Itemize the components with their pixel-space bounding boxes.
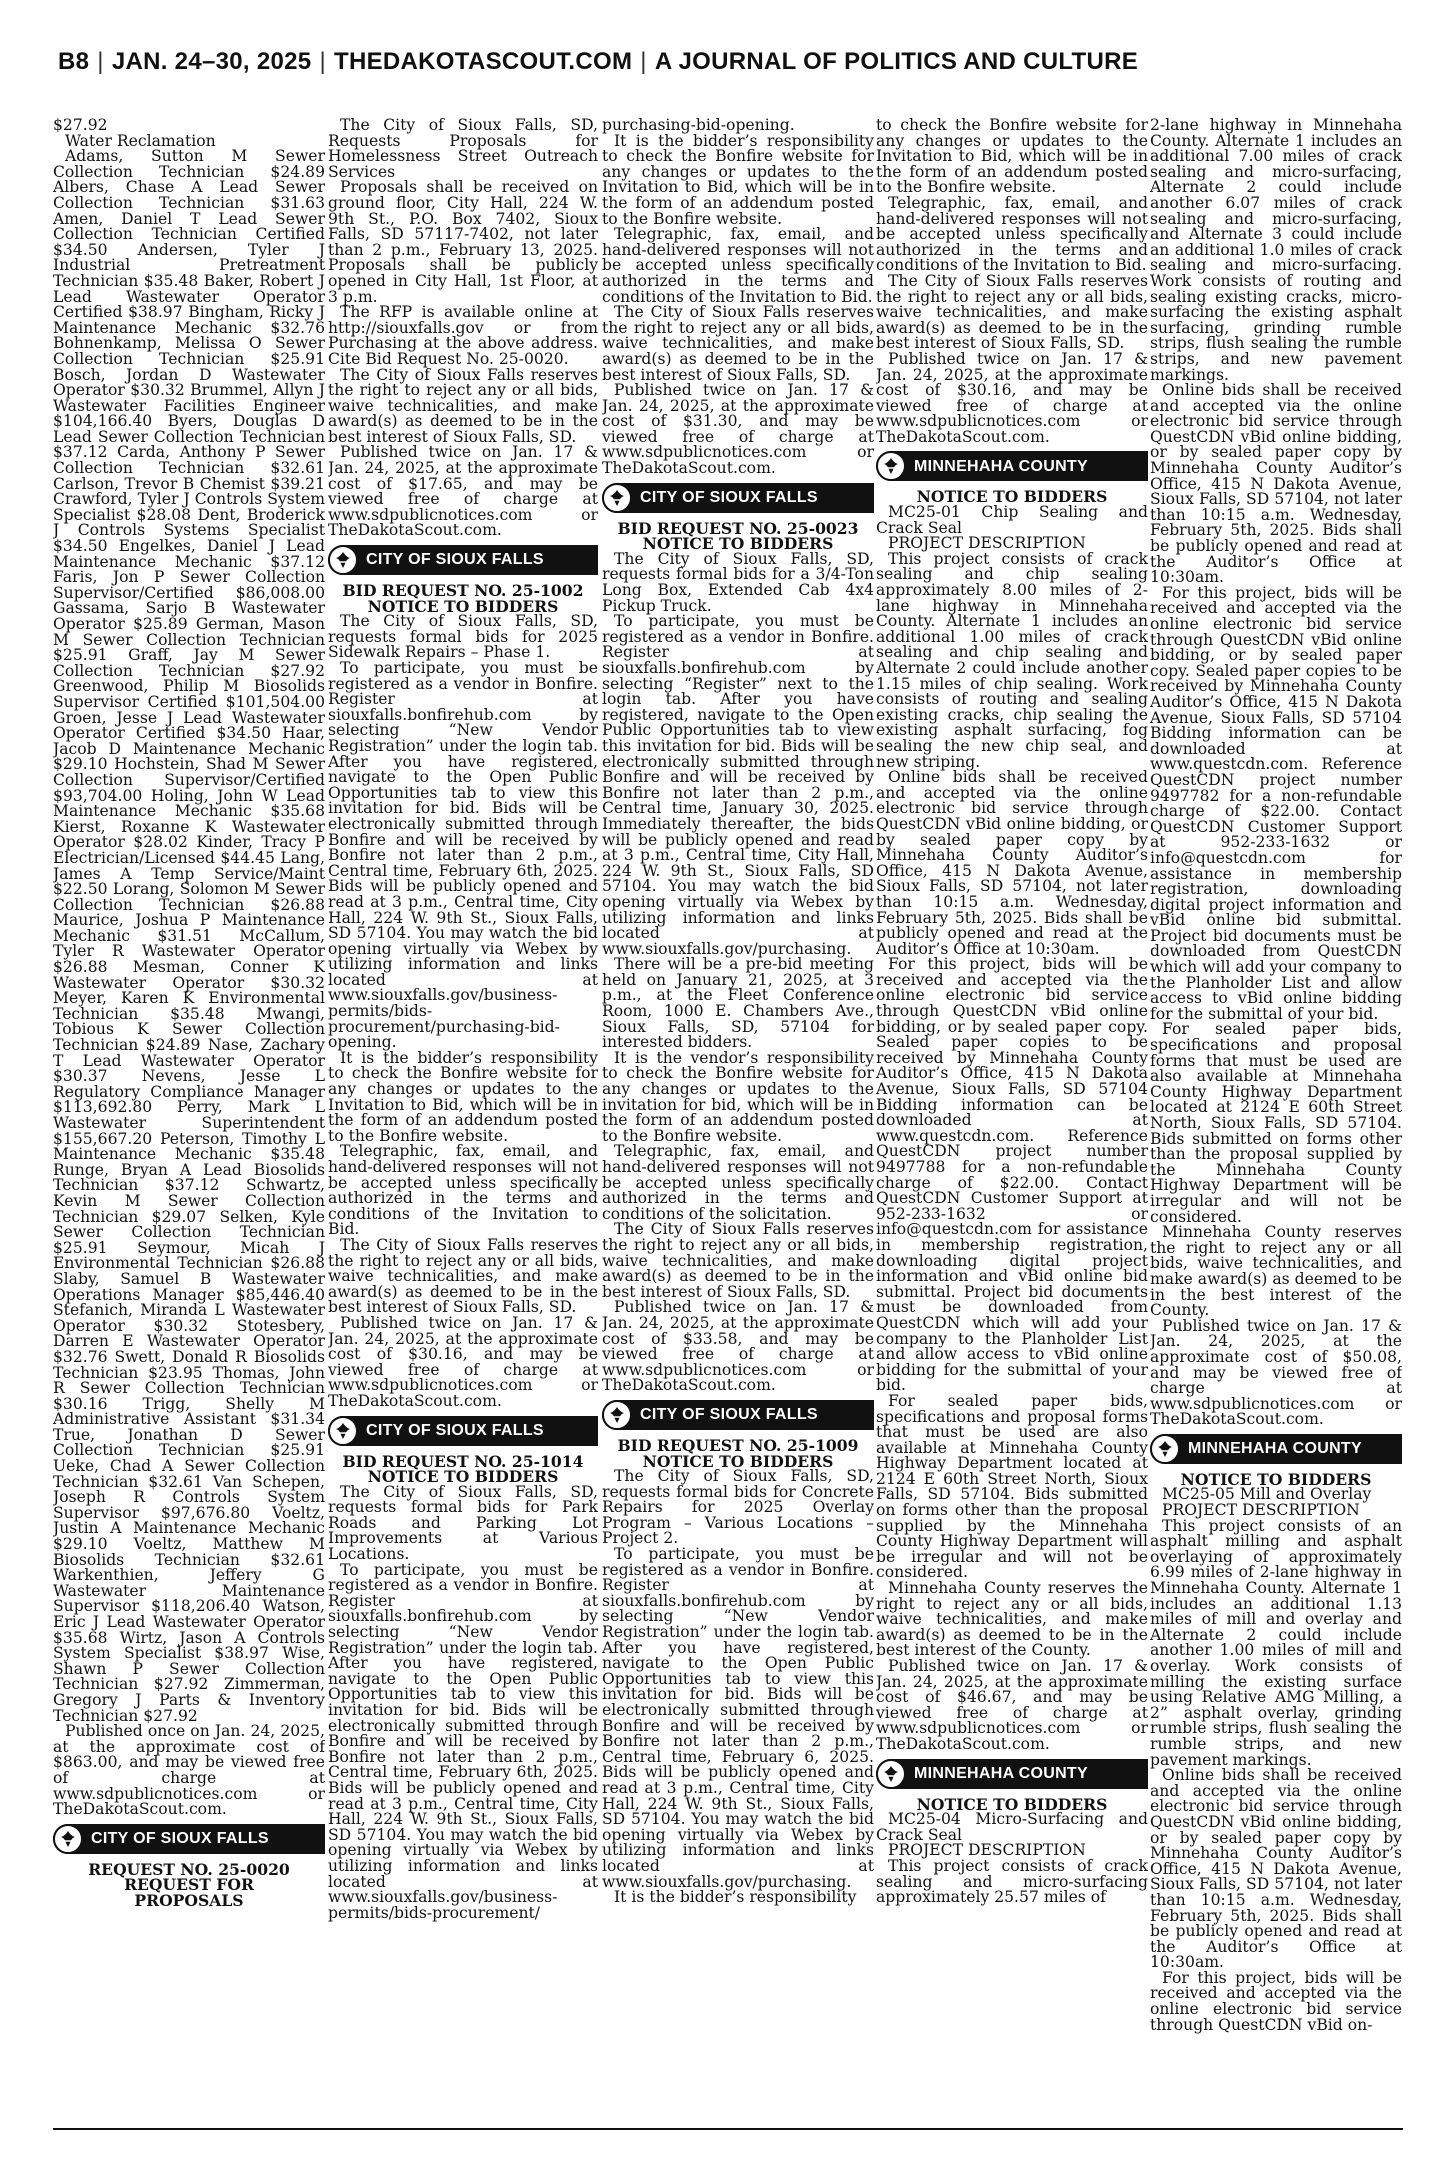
notice-paragraph: The City of Sioux Falls, SD, requests formal bids for Park Roads and Parking Lot Improvements at Various Locations. [328, 1482, 598, 1564]
notice-paragraph: Published twice on Jan. 17 & Jan. 24, 2025, at the approximate cost of $31.30, and may be viewed free of charge at www.sdpublicnotices.com or TheDakotaScout.com. [602, 381, 874, 478]
section-header-label: MINNEHAHA COUNTY [914, 457, 1088, 475]
column-3 [602, 118, 874, 2128]
notice-paragraph: This project consists of an asphalt milling and asphalt overlaying of approximately 6.99 miles of 2-lane highway in Minnehaha County. Alternate 1 includes an additional 1.13 miles of mill and overlay and Alternate 2 could include another 1.00 miles of mill and overlay. Work consists of milling the existing surface using Relative AMG Milling, a 2” asphalt overlay, grinding rumble strips, flush sealing the rumble strips, and new pavement markings. [1150, 1516, 1402, 1769]
notice-heading: NOTICE TO BIDDERS [916, 1794, 1108, 1814]
section-header [602, 483, 874, 513]
section-header-label: MINNEHAHA COUNTY [1188, 1440, 1362, 1458]
notice-paragraph: Published once on Jan. 24, 2025, at the approximate cost of $863.00, and may be viewed free of charge at www.sdpublicnotices.com or TheDakotaScout.com. [53, 1722, 325, 1819]
section-header-label: CITY OF SIOUX FALLS [366, 551, 544, 569]
notice-paragraph: to check the Bonfire website for any changes or updates to the Invitation to Bid, which will be in the form of an addendum posted to the Bonfire website. [876, 118, 1148, 197]
notice-paragraph: The City of Sioux Falls reserves the right to reject any or all bids, waive technicalities, and make award(s) as deemed to be in the best interest of Sioux Falls, SD. [602, 1220, 874, 1301]
masthead [58, 48, 1398, 78]
separator: | [319, 48, 326, 75]
section-header [53, 1824, 325, 1854]
column-1 [53, 118, 325, 2128]
notice-paragraph: The City of Sioux Falls, SD, requests formal bids for a 3/4-Ton Long Box, Extended Cab 4x4 Pickup Truck. [602, 549, 874, 615]
scout-fleur-icon [328, 545, 358, 575]
section-header-label: CITY OF SIOUX FALLS [366, 1421, 544, 1439]
notice-paragraph: This project consists of crack sealing and chip sealing approximately 8.00 miles of 2-lane highway in Minnehaha County. Alternate 1 includes an additional 1.00 miles of crack sealing and chip sealing and Alternate 2 could include another 1.15 miles of chip sealing. Work consists of routing and sealing existing cracks, chip sealing the existing asphalt surfacing, fog sealing the new chip seal, and new striping. [876, 549, 1148, 771]
tagline: A JOURNAL OF POLITICS AND CULTURE [654, 48, 1139, 75]
notice-paragraph: For this project, bids will be received and accepted via the online electronic bid service through QuestCDN vBid on- [1150, 1968, 1402, 2034]
scout-fleur-icon [53, 1824, 83, 1854]
notice-paragraph: The City of Sioux Falls, SD, requests formal bids for 2025 Sidewalk Repairs – Phase 1. [328, 612, 598, 662]
page-number: B8 [58, 48, 90, 75]
notice-paragraph: It is the bidder’s responsibility to check the Bonfire website for any changes or updates to the Invitation to Bid, which will be in the form of an addendum posted to the Bonfire website. [328, 1048, 598, 1145]
notice-paragraph: For sealed paper bids, specifications and proposal forms that must be used are also available at Minnehaha County Highway Department located at 2124 E 60th Street North, Sioux Falls, SD 57104. Bids submitted on forms other than the proposal supplied by the Minnehaha County Highway Department will be irregular and will not be considered. [876, 1391, 1148, 1582]
notice-paragraph: The City of Sioux Falls reserves the right to reject any or all bids, waive technicalities, and make award(s) as deemed to be in the best interest of Sioux Falls, SD. [328, 1235, 598, 1317]
notice-heading: BID REQUEST NO. 25-1002 [342, 581, 584, 601]
notice-paragraph: PROJECT DESCRIPTION [888, 534, 1086, 553]
notice-paragraph: This project consists of crack sealing and micro-surfacing approximately 25.57 miles of [876, 1856, 1148, 1907]
notice-paragraph: Water Reclamation [65, 131, 216, 150]
notice-heading: BID REQUEST NO. 25-1014 [342, 1451, 584, 1471]
column-2 [328, 118, 598, 2128]
notice-heading: BID REQUEST NO. 25-0023 [617, 518, 859, 538]
notice-paragraph: The City of Sioux Falls reserves the right to reject any or all bids, waive technicalities, and make award(s) as deemed to be in the best interest of Sioux Falls, SD. [876, 271, 1148, 353]
notice-paragraph: The RFP is available online at http://siouxfalls.gov or from Purchasing at the above address. Cite Bid Request No. 25-0020. [328, 303, 598, 368]
notice-paragraph: MC25-04 Micro-Surfacing and Crack Seal [876, 1810, 1148, 1844]
notice-paragraph: PROJECT DESCRIPTION [1162, 1501, 1360, 1520]
notice-paragraph: Published twice on Jan. 17 & Jan. 24, 2025, at the approximate cost of $33.58, and may be viewed free of charge at www.sdpublicnotices.com or TheDakotaScout.com. [602, 1298, 874, 1395]
section-header [328, 545, 598, 575]
section-header [328, 1416, 598, 1446]
notice-paragraph: MC25-01 Chip Sealing and Crack Seal [876, 503, 1148, 537]
notice-paragraph: The City of Sioux Falls reserves the right to reject any or all bids, waive technicalities, and make award(s) as deemed to be in the best interest of Sioux Falls, SD. [602, 303, 874, 384]
notice-paragraph: PROJECT DESCRIPTION [888, 1841, 1086, 1860]
notice-paragraph: Minnehaha County reserves the right to reject any or all bids, waive technicalities, and make award(s) as deemed to be in the best interest of the County. [1150, 1223, 1402, 1320]
section-header-label: CITY OF SIOUX FALLS [640, 488, 818, 506]
site-name: THEDAKOTASCOUT.COM [334, 48, 633, 75]
notice-paragraph: Online bids shall be received and accepted via the online electronic bid service through QuestCDN vBid online bidding, or by sealed paper copy by Minnehaha County Auditor’s Office, 415 N Dakota Avenue, Sioux Falls, SD 57104, not later than 10:15 a.m. Wednesday, February 5th, 2025. Bids shall be publicly opened and read at the Auditor’s Office at 10:30am. [1150, 381, 1402, 587]
notice-paragraph: Published twice on Jan. 17 & Jan. 24, 2025, at the approximate cost of $17.65, and may be viewed free of charge at www.sdpublicnotices.com or TheDakotaScout.com. [328, 443, 598, 540]
scout-fleur-icon [328, 1416, 358, 1446]
notice-heading: NOTICE TO BIDDERS [1180, 1469, 1372, 1489]
column-5 [1150, 118, 1402, 2128]
notice-paragraph: For sealed paper bids, specifications and proposal forms that must be used are also available at Minnehaha County Highway Department located at 2124 E 60th Street North, Sioux Falls, SD 57104. Bids submitted on forms other than the proposal supplied by the Minnehaha County Highway Department will be irregular and will not be considered. [1150, 1020, 1402, 1226]
scout-fleur-icon [602, 483, 632, 513]
separator: | [640, 48, 647, 75]
section-header [1150, 1434, 1402, 1464]
notice-paragraph: MC25-05 Mill and Overlay [1162, 1485, 1372, 1504]
notice-paragraph: For this project, bids will be received and accepted via the online electronic bid service through QuestCDN vBid online bidding, or by sealed paper copy. Sealed paper copies to be received by Minnehaha County Auditor’s Office, 415 N Dakota Avenue, Sioux Falls, SD 57104 Bidding information can be downloaded at www.questcdn.com. Reference QuestCDN project number 9497788 for a non-refundable charge of $22.00. Contact QuestCDN Customer Support at 952-233-1632 or info@questcdn.com for assistance in membership registration, downloading digital project information and vBid online bid submittal. Project bid documents must be downloaded from QuestCDN which will add your company to the Planholder List and allow access to vBid online bidding for the submittal of your bid. [876, 955, 1148, 1395]
notice-heading: REQUEST FOR [124, 1875, 254, 1895]
notice-paragraph: It is the bidder’s responsibility to check the Bonfire website for any changes or updates to the Invitation to Bid, which will be in the form of an addendum posted to the Bonfire website. [602, 131, 874, 228]
notice-paragraph: To participate, you must be registered as a vendor in Bonfire. Register at siouxfalls.bonfirehub.com by selecting “New Vendor Registration” under the login tab. After you have registered, navigate to the Open Public Opportunities tab to view this invitation for bid. Bids will be electronically submitted through Bonfire and will be received by Bonfire not later than 2 p.m., Central time, February 6th, 2025. Bids will be publicly opened and read at 3 p.m., Central time, City Hall, 224 W. 9th St., Sioux Falls, SD 57104. You may watch the bid opening virtually via Webex by utilizing information and links located at www.siouxfalls.gov/business-permits/bids-procurement/ [328, 1560, 598, 1922]
notice-paragraph: Online bids shall be received and accepted via the online electronic bid service through QuestCDN vBid online bidding, or by sealed paper copy by Minnehaha County Auditor’s Office, 415 N Dakota Avenue, Sioux Falls, SD 57104, not later than 10:15 a.m. Wednesday, February 5th, 2025. Bids shall be publicly opened and read at the Auditor’s Office at 10:30am. [1150, 1766, 1402, 1972]
scout-fleur-icon [1150, 1434, 1180, 1464]
notice-heading: REQUEST NO. 25-0020 [88, 1859, 290, 1879]
section-header-label: CITY OF SIOUX FALLS [91, 1829, 269, 1847]
section-header [602, 1400, 874, 1430]
section-header [876, 1759, 1148, 1789]
notice-paragraph: Published twice on Jan. 17 & Jan. 24, 2025, at the approximate cost of $50.08, and may be viewed free of charge at www.sdpublicnotices.com or TheDakotaScout.com. [1150, 1316, 1402, 1429]
notice-heading: NOTICE TO BIDDERS [642, 534, 834, 554]
notice-heading: PROPOSALS [134, 1890, 244, 1910]
notice-paragraph: purchasing-bid-opening. [602, 118, 795, 134]
scout-fleur-icon [876, 1759, 906, 1789]
notice-paragraph: 2-lane highway in Minnehaha County. Alternate 1 includes an additional 7.00 miles of crack sealing and micro-surfacing, Alternate 2 could include another 6.07 miles of crack sealing and micro-surfacing, and Alternate 3 could include an additional 1.0 miles of crack sealing and micro-surfacing. Work consists of routing and sealing existing cracks, micro-surfacing the existing asphalt surfacing, grinding rumble strips, flush sealing the rumble strips, and new pavement markings. [1150, 118, 1402, 384]
notice-paragraph: $27.92 [53, 118, 108, 134]
notice-paragraph: To participate, you must be registered as a vendor in Bonfire. Register at siouxfalls.bonfirehub.com by selecting “New Vendor Registration” under the login tab. After you have registered, navigate to the Open Public Opportunities tab to view this invitation for bid. Bids will be electronically submitted through Bonfire and will be received by Bonfire not later than 2 p.m., Central time, February 6th, 2025. Bids will be publicly opened and read at 3 p.m., Central time, City Hall, 224 W. 9th St., Sioux Falls, SD 57104. You may watch the bid opening virtually via Webex by utilizing information and links located at www.siouxfalls.gov/business-permits/bids-procurement/purchasing-bid-opening. [328, 659, 598, 1052]
notice-paragraph: For this project, bids will be received and accepted via the online electronic bid service through QuestCDN vBid online bidding, or by sealed paper copy. Sealed paper copies to be received by Minnehaha County Auditor’s Office, 415 N Dakota Avenue, Sioux Falls, SD 57104 Bidding information can be downloaded at www.questcdn.com. Reference QuestCDN project number 9497782 for a non-refundable charge of $22.00. Contact QuestCDN Customer Support at 952-233-1632 or info@questcdn.com for assistance in membership registration, downloading digital project information and vBid online bid submittal. Project bid documents must be downloaded from QuestCDN which will add your company to the Planholder List and allow access to vBid online bidding for the submittal of your bid. [1150, 583, 1402, 1023]
notice-paragraph: Telegraphic, fax, email, and hand-delivered responses will not be accepted unless specifically authorized in the terms and conditions of the Invitation to Bid. [328, 1142, 598, 1239]
notice-paragraph: The City of Sioux Falls reserves the right to reject any or all bids, waive technicalities, and make award(s) as deemed to be in the best interest of Sioux Falls, SD. [328, 365, 598, 446]
notice-paragraph: It is the bidder’s responsibility [614, 1888, 857, 1907]
notice-paragraph: Adams, Sutton M Sewer Collection Technician $24.89 Albers, Chase A Lead Sewer Collection Technician $31.63 Amen, Daniel T Lead Sewer Collection Technician Certified $34.50 Andersen, Tyler J Industrial Pretreatment Technician $35.48 Baker, Robert J Lead Wastewater Operator Certified $38.97 Bingham, Ricky J Maintenance Mechanic $32.76 Bohnenkamp, Melissa O Sewer Collection Technician $25.91 Bosch, Jordan D Wastewater Operator $30.32 Brummel, Allyn J Wastewater Facilities Engineer $104,166.40 Byers, Douglas D Lead Sewer Collection Technician $37.12 Carda, Anthony P Sewer Collection Technician $32.61 Carlson, Trevor B Chemist $39.21 Crawford, Tyler J Controls System Specialist $28.08 Dent, Broderick J Controls Systems Specialist $34.50 Engelkes, Daniel J Lead Maintenance Mechanic $37.12 Faris, Jon P Sewer Collection Supervisor/Certified $86,008.00 Gassama, Sarjo B Wastewater Operator $25.89 German, Mason M Sewer Collection Technician $25.91 Graff, Jay M Sewer Collection Technician $27.92 Greenwood, Philip M Biosolids Supervisor Certified $101,504.00 Groen, Jesse J Lead Wastewater Operator Certified $34.50 Haar, Jacob D Maintenance Mechanic $29.10 Hochstein, Shad M Sewer Collection Supervisor/Certified $93,704.00 Holing, John W Lead Maintenance Mechanic $35.68 Kierst, Roxanne K Wastewater Operator $28.02 Kinder, Tracy P Electrician/Licensed $44.45 Lang, James A Temp Service/Maint $22.50 Lorang, Solomon M Sewer Collection Technician $26.88 Maurice, Joshua P Maintenance Mechanic $31.51 McCallum, Tyler R Wastewater Operator $26.88 Mesman, Conner K Wastewater Operator $30.32 Meyer, Karen K Environmental Technician $35.48 Mwangi, Tobious K Sewer Collection Technician $24.89 Nase, Zachary T Lead Wastewater Operator $30.37 Nevens, Jesse L Regulatory Compliance Manager $113,692.80 Perry, Mark L Wastewater Superintendent $155,667.20 Peterson, Timothy L Maintenance Mechanic $35.48 Runge, Bryan A Lead Biosolids Technician $37.12 Schwartz, Kevin M Sewer Collection Technician $29.07 Selken, Kyle Sewer Collection Technician $25.91 Seymour, Micah J Environmental Technician $26.88 Slaby, Samuel B Wastewater Operations Manager $85,446.40 Stefanich, Miranda L Wastewater Operator $30.32 Stotesbery, Darren E Wastewater Operator $32.76 Swett, Donald R Biosolids Technician $23.95 Thomas, John R Sewer Collection Technician $30.16 Trigg, Shelly M Administrative Assistant $31.34 True, Jonathan D Sewer Collection Technician $25.91 Ueke, Chad A Sewer Collection Technician $32.61 Van Schepen, Joseph R Controls System Supervisor $97,676.80 Voeltz, Justin A Maintenance Mechanic $29.10 Voeltz, Matthew M Biosolids Technician $32.61 Warkenthien, Jeffery G Wastewater Maintenance Supervisor $118,206.40 Watson, Eric J Lead Wastewater Operator $35.68 Wirtz, Jason A Controls System Specialist $38.97 Wise, Shawn P Sewer Collection Technician $27.92 Zimmerman, Gregory J Parts & Inventory Technician $27.92 [53, 147, 325, 1725]
notice-paragraph: The City of Sioux Falls, SD, Requests Proposals for Homelessness Street Outreach Services [328, 118, 598, 181]
notice-heading: BID REQUEST NO. 25-1009 [617, 1435, 859, 1455]
notice-paragraph: The City of Sioux Falls, SD, requests formal bids for Concrete Repairs for 2025 Overlay Program – Various Locations – Project 2. [602, 1467, 874, 1548]
notice-paragraph: Telegraphic, fax, email, and hand-delivered responses will not be accepted unless specifically authorized in the terms and conditions of the Invitation to Bid. [876, 193, 1148, 275]
scout-fleur-icon [876, 451, 906, 481]
notice-paragraph: Proposals shall be received on ground floor, City Hall, 224 W. 9th St., P.O. Box 7402, Sioux Falls, SD 57117-7402, not later than 2 p.m., February 13, 2025. Proposals shall be publicly opened in City Hall, 1st Floor, at 3 p.m. [328, 178, 598, 306]
section-header [876, 451, 1148, 481]
bottom-rule [53, 2128, 1403, 2130]
notice-paragraph: Published twice on Jan. 17 & Jan. 24, 2025, at the approximate cost of $30.16, and may be viewed free of charge at www.sdpublicnotices.com or TheDakotaScout.com. [876, 349, 1148, 446]
section-header-label: CITY OF SIOUX FALLS [640, 1406, 818, 1424]
notice-paragraph: Minnehaha County reserves the right to reject any or all bids, waive technicalities, and make award(s) as deemed to be in the best interest of the County. [876, 1579, 1148, 1660]
notice-paragraph: To participate, you must be registered as a vendor in Bonfire. Register at siouxfalls.bonfirehub.com by selecting “New Vendor Registration” under the login tab. After you have registered, navigate to the Open Public Opportunities tab to view this invitation for bid. Bids will be electronically submitted through Bonfire and will be received by Bonfire not later than 2 p.m., Central time, February 6, 2025. Bids will be publicly opened and read at 3 p.m., Central time, City Hall, 224 W. 9th St., Sioux Falls, SD 57104. You may watch the bid opening virtually via Webex by utilizing information and links located at www.siouxfalls.gov/purchasing. [602, 1545, 874, 1891]
notice-paragraph: To participate, you must be registered as a vendor in Bonfire. Register at siouxfalls.bonfirehub.com by selecting “Register” next to the login tab. After you have registered, navigate to the Open Public Opportunities tab to view this invitation for bid. Bids will be electronically submitted through Bonfire and will be received by Bonfire not later than 2 p.m., Central time, January 30, 2025. Immediately thereafter, the bids will be publicly opened and read at 3 p.m., Central time, City Hall, 224 W. 9th St., Sioux Falls, SD 57104. You may watch the bid opening virtually via Webex by utilizing information and links located at www.siouxfalls.gov/purchasing. [602, 612, 874, 958]
notice-paragraph: Telegraphic, fax, email, and hand-delivered responses will not be accepted unless specifically authorized in the terms and conditions of the Invitation to Bid. [602, 225, 874, 306]
notice-paragraph: Online bids shall be received and accepted via the online electronic bid service through QuestCDN vBid online bidding, or by sealed paper copy by Minnehaha County Auditor’s Office, 415 N Dakota Avenue, Sioux Falls, SD 57104, not later than 10:15 a.m. Wednesday, February 5th, 2025. Bids shall be publicly opened and read at the Auditor’s Office at 10:30am. [876, 768, 1148, 958]
notice-paragraph: There will be a pre-bid meeting held on January 21, 2025, at 3 p.m., at the Fleet Conference Room, 1000 E. Chambers Ave., Sioux Falls, SD, 57104 for interested bidders. [602, 955, 874, 1052]
notice-heading: NOTICE TO BIDDERS [367, 596, 559, 616]
issue-date: JAN. 24–30, 2025 [111, 48, 312, 75]
notice-paragraph: Published twice on Jan. 17 & Jan. 24, 2025, at the approximate cost of $30.16, and may be viewed free of charge at www.sdpublicnotices.com or TheDakotaScout.com. [328, 1313, 598, 1410]
scout-fleur-icon [602, 1400, 632, 1430]
notice-heading: NOTICE TO BIDDERS [642, 1451, 834, 1471]
column-4 [876, 118, 1148, 2128]
separator: | [97, 48, 104, 75]
notice-paragraph: Telegraphic, fax, email, and hand-delivered responses will not be accepted unless specifically authorized in the terms and conditions of the solicitation. [602, 1142, 874, 1223]
notice-paragraph: It is the vendor’s responsibility to check the Bonfire website for any changes or updates to the invitation for bid, which will be in the form of an addendum posted to the Bonfire website. [602, 1048, 874, 1145]
notice-heading: NOTICE TO BIDDERS [916, 487, 1108, 507]
notice-paragraph: Published twice on Jan. 17 & Jan. 24, 2025, at the approximate cost of $46.67, and may be viewed free of charge at www.sdpublicnotices.com or TheDakotaScout.com. [876, 1657, 1148, 1753]
notice-heading: NOTICE TO BIDDERS [367, 1467, 559, 1487]
section-header-label: MINNEHAHA COUNTY [914, 1764, 1088, 1782]
